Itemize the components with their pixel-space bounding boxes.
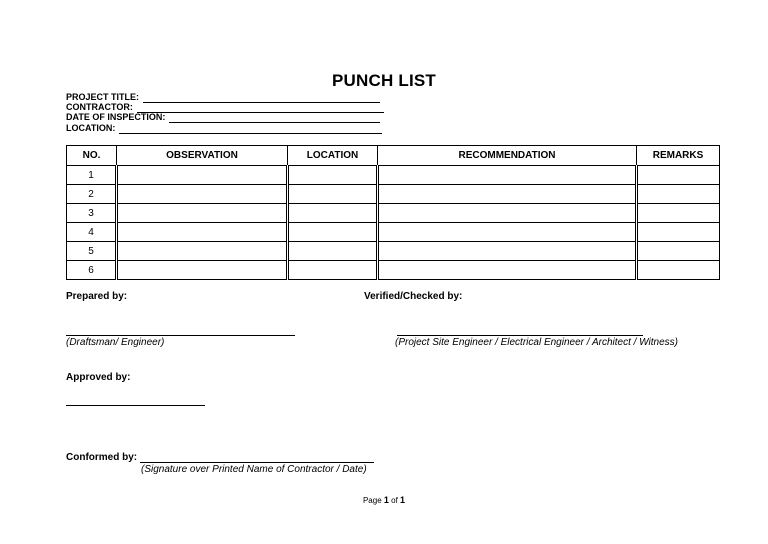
recommendation-cell[interactable]	[378, 166, 637, 185]
location-line[interactable]	[119, 124, 382, 134]
date-of-inspection-line[interactable]	[169, 113, 380, 123]
location-label: LOCATION:	[66, 123, 116, 133]
header-observation: OBSERVATION	[117, 146, 288, 166]
verified-by-role: (Project Site Engineer / Electrical Engineer / Architect / Witness)	[395, 337, 678, 348]
observation-cell[interactable]	[117, 242, 288, 261]
row-number: 3	[67, 204, 117, 223]
page-number: 1	[383, 495, 389, 505]
location-cell[interactable]	[288, 185, 378, 204]
remarks-cell[interactable]	[637, 261, 720, 280]
row-number: 4	[67, 223, 117, 242]
observation-cell[interactable]	[117, 185, 288, 204]
remarks-cell[interactable]	[637, 166, 720, 185]
remarks-cell[interactable]	[637, 185, 720, 204]
recommendation-cell[interactable]	[378, 261, 637, 280]
header-location: LOCATION	[288, 146, 378, 166]
remarks-cell[interactable]	[637, 242, 720, 261]
recommendation-cell[interactable]	[378, 204, 637, 223]
table-row	[67, 204, 720, 223]
observation-cell[interactable]	[117, 204, 288, 223]
punch-list-table	[66, 145, 720, 280]
remarks-cell[interactable]	[637, 204, 720, 223]
row-number: 1	[67, 166, 117, 185]
table-row	[67, 223, 720, 242]
table-row	[67, 185, 720, 204]
approved-by-label: Approved by:	[66, 372, 131, 383]
prepared-by-label: Prepared by:	[66, 291, 128, 302]
page-word: Page	[362, 496, 382, 505]
verified-by-label: Verified/Checked by:	[364, 291, 463, 302]
location-field	[66, 123, 382, 134]
table-row	[67, 166, 720, 185]
page-total: 1	[400, 495, 406, 505]
table-row	[67, 242, 720, 261]
row-number: 2	[67, 185, 117, 204]
contractor-label: CONTRACTOR:	[66, 102, 133, 112]
conformed-by-label: Conformed by:	[66, 452, 138, 463]
header-remarks: REMARKS	[637, 146, 720, 166]
of-word: of	[391, 496, 398, 505]
location-cell[interactable]	[288, 223, 378, 242]
location-cell[interactable]	[288, 204, 378, 223]
conformed-by-signature-line[interactable]	[140, 452, 374, 463]
date-of-inspection-field	[66, 112, 380, 123]
header-recommendation: RECOMMENDATION	[378, 146, 637, 166]
conformed-by-field	[66, 452, 374, 463]
observation-cell[interactable]	[117, 261, 288, 280]
location-cell[interactable]	[288, 261, 378, 280]
verified-by-signature-line[interactable]	[397, 335, 643, 336]
recommendation-cell[interactable]	[378, 185, 637, 204]
conformed-by-role: (Signature over Printed Name of Contractor / Date)	[141, 464, 367, 475]
observation-cell[interactable]	[117, 223, 288, 242]
header-no: NO.	[67, 146, 117, 166]
project-title-label: PROJECT TITLE:	[66, 92, 140, 102]
prepared-by-signature-line[interactable]	[66, 335, 295, 336]
approved-by-signature-line[interactable]	[66, 405, 205, 406]
remarks-cell[interactable]	[637, 223, 720, 242]
page-footer	[0, 495, 768, 505]
prepared-by-role: (Draftsman/ Engineer)	[66, 337, 165, 348]
row-number: 6	[67, 261, 117, 280]
location-cell[interactable]	[288, 166, 378, 185]
recommendation-cell[interactable]	[378, 223, 637, 242]
document-title: PUNCH LIST	[332, 71, 436, 90]
date-of-inspection-label: DATE OF INSPECTION:	[66, 112, 166, 122]
location-cell[interactable]	[288, 242, 378, 261]
observation-cell[interactable]	[117, 166, 288, 185]
row-number: 5	[67, 242, 117, 261]
recommendation-cell[interactable]	[378, 242, 637, 261]
table-header-row	[67, 146, 720, 166]
table-row	[67, 261, 720, 280]
